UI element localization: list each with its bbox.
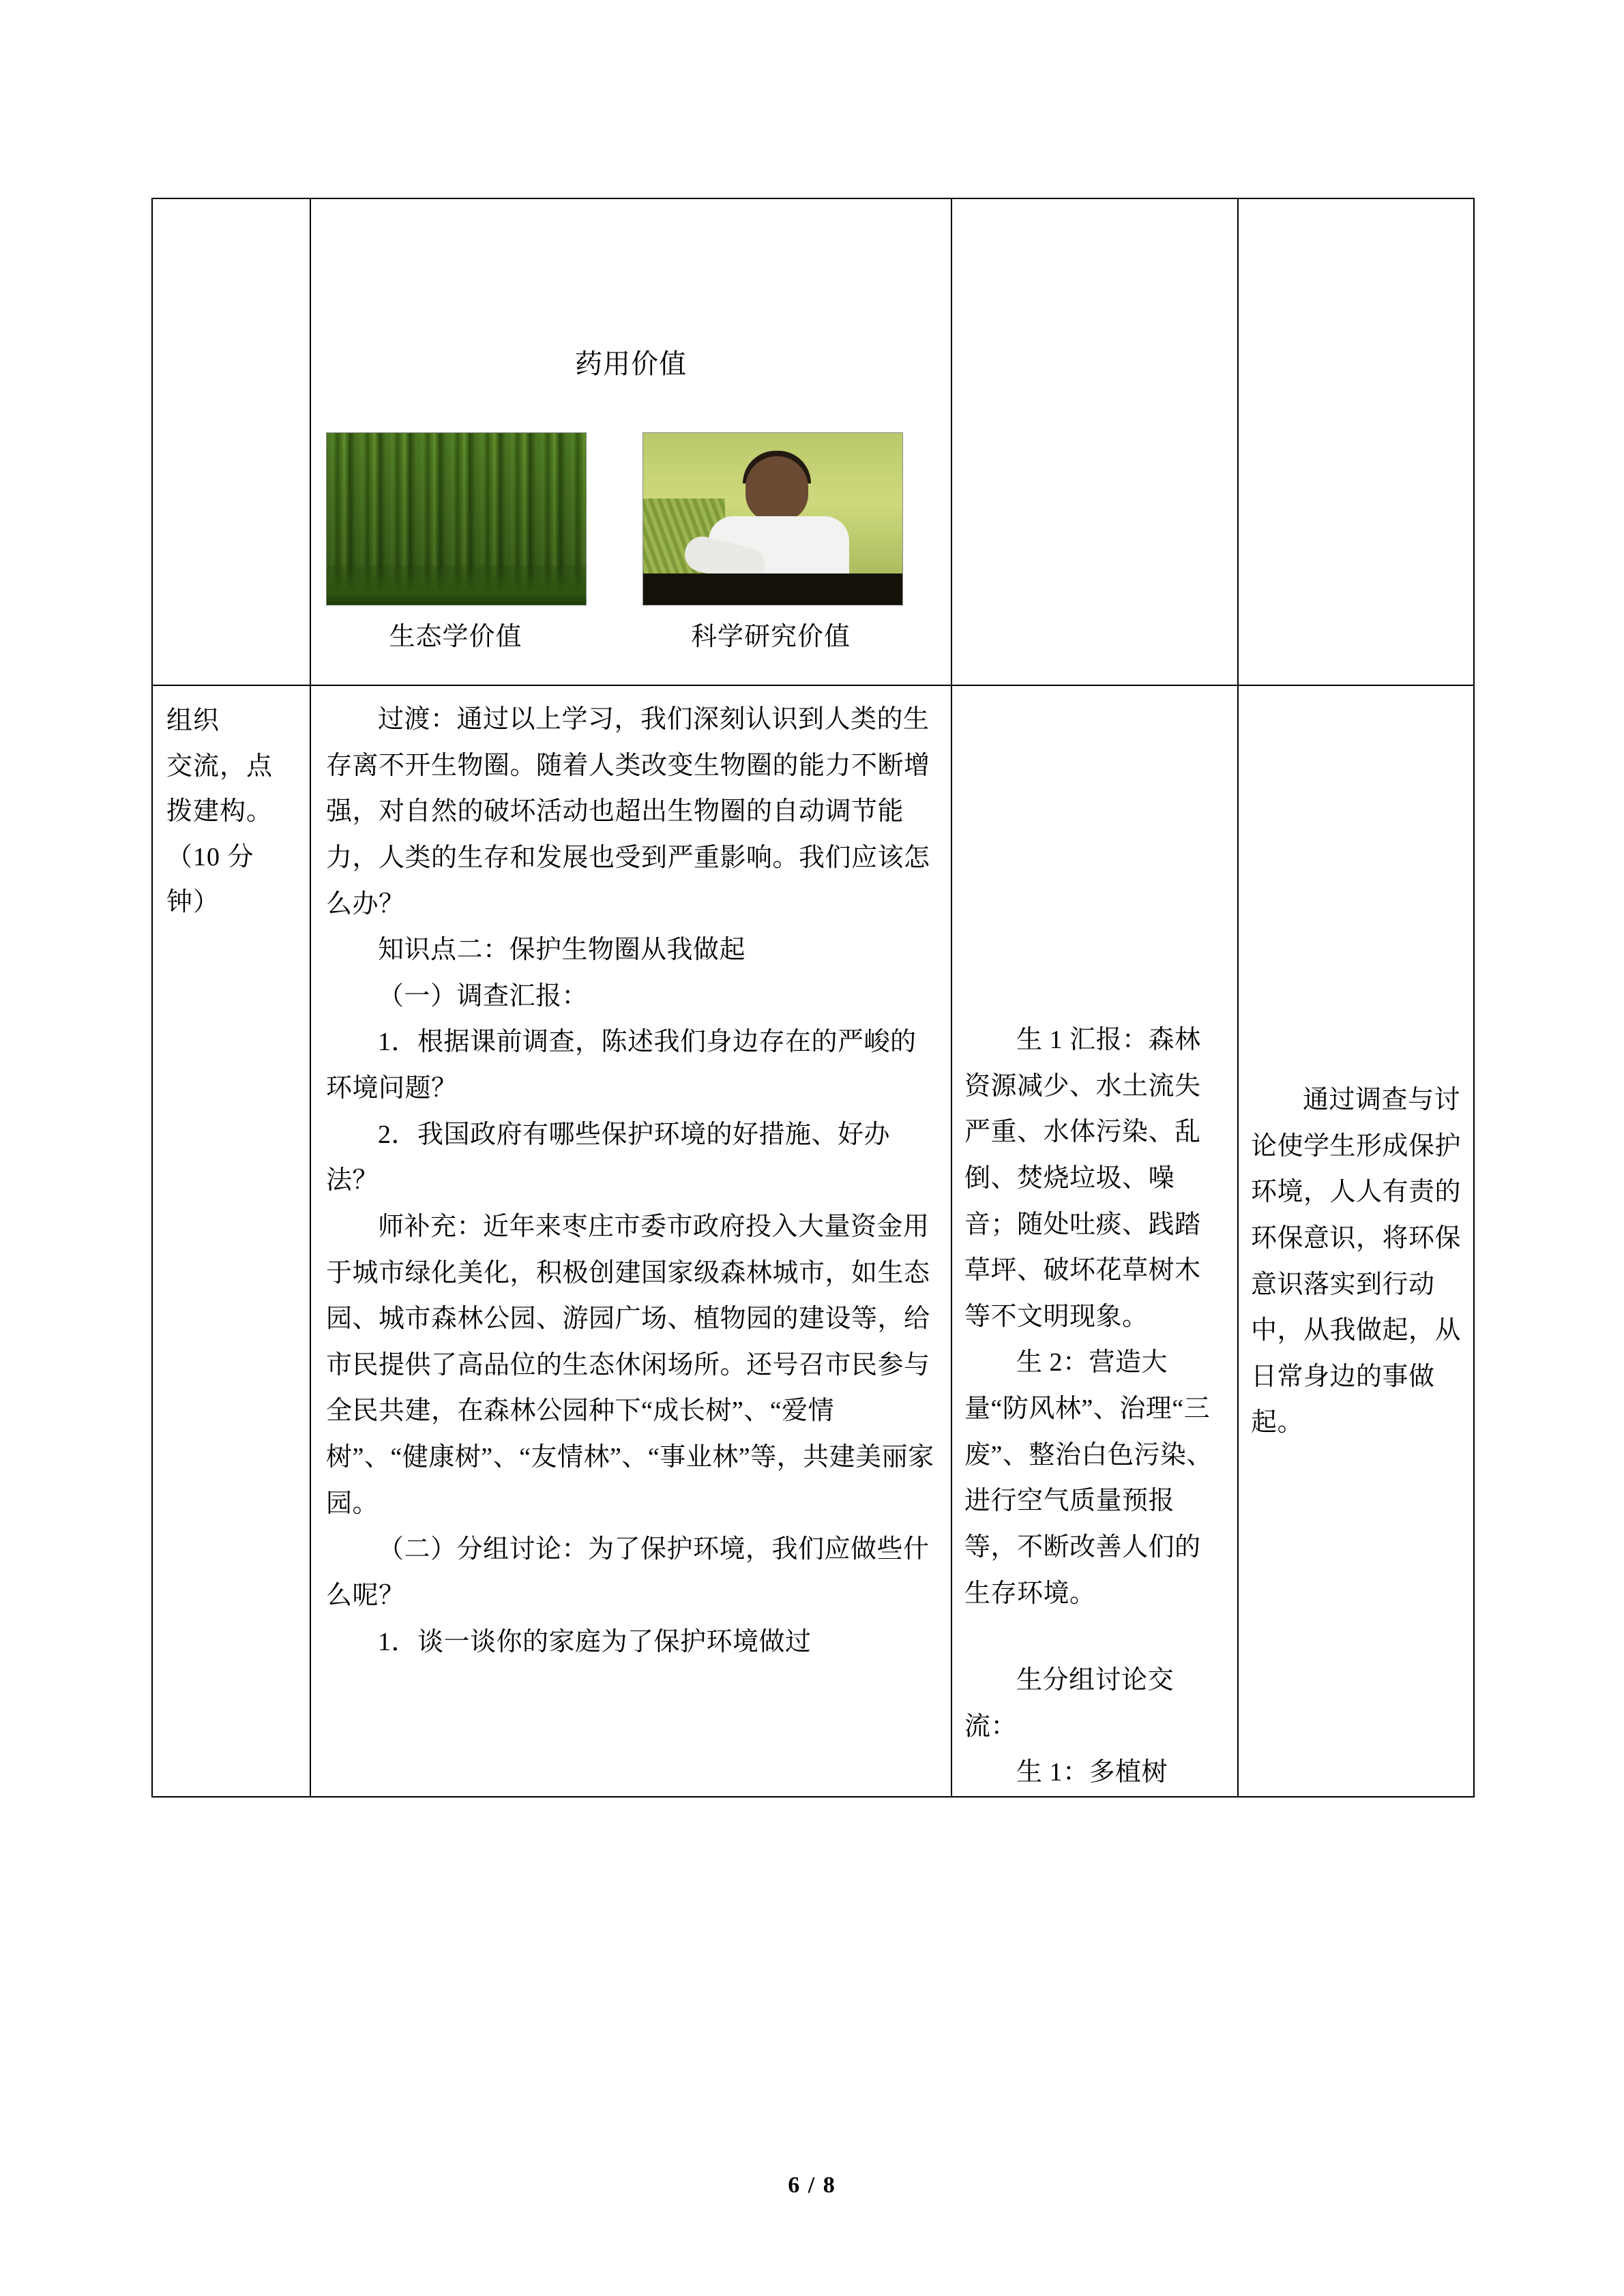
- activity-label-block: [153, 686, 310, 925]
- row1-cell-intent: [1238, 198, 1474, 685]
- paragraph: 过渡：通过以上学习，我们深刻认识到人类的生存离不开生物圈。随着人类改变生物圈的能力不断增强，对自然的破坏活动也超出生物圈的自动调节能力，人类的生存和发展也受到严重影响。我们应该怎么办？: [326, 705, 930, 919]
- paragraph: 2．我国政府有哪些保护环境的好措施、好办法？: [326, 1120, 891, 1195]
- table-row: [152, 198, 1474, 685]
- paragraph: 师补充：近年来枣庄市委市政府投入大量资金用于城市绿化美化，积极创建国家级森林城市，如生态园、城市森林公园、游园广场、植物园的建设等，给市民提供了高品位的生态休闲场所。还号召市民参与全民共建，在森林公园种下“成长树”、“爱情树”、“健康树”、“友情林”、“事业林”等，共建美丽家园。: [326, 1212, 934, 1518]
- lesson-plan-table: [151, 198, 1475, 1798]
- paragraph: 生分组讨论交流：: [964, 1666, 1175, 1741]
- forest-photo-caption: 生态学价值: [389, 623, 522, 651]
- row2-cell-student-response: [951, 685, 1238, 1797]
- row2-cell-activity: [152, 685, 310, 1797]
- activity-line: 组织: [166, 706, 220, 735]
- design-intent-block: [1239, 1077, 1473, 1446]
- paragraph: 生 2：营造大量“防风林”、治理“三废”、整治白色污染、进行空气质量预报等，不断改善人们的生存环境。: [964, 1348, 1213, 1608]
- scientist-photo: [643, 432, 903, 606]
- forest-photo: [326, 432, 587, 606]
- image-caption-row: [311, 615, 951, 653]
- paragraph: 1．谈一谈你的家庭为了保护环境做过: [378, 1627, 812, 1656]
- paragraph: （一）调查汇报：: [378, 981, 589, 1011]
- activity-line: 拨建构。: [166, 797, 274, 826]
- paragraph: 知识点二：保护生物圈从我做起: [378, 936, 746, 965]
- row1-cell-media: [310, 198, 951, 685]
- teaching-content-block: [311, 686, 951, 1679]
- paragraph: 生 1：多植树: [1016, 1758, 1168, 1787]
- table-row: [152, 685, 1474, 1797]
- row2-cell-teaching-content: [310, 685, 951, 1797]
- paragraph: （二）分组讨论：为了保护环境，我们应做些什么呢？: [326, 1535, 930, 1610]
- activity-line: 钟）: [166, 888, 220, 916]
- paragraph: 生 1 汇报：森林资源减少、水土流失严重、水体污染、乱倒、焚烧垃圾、噪音；随处吐痰、践踏草坪、破坏花草树木等不文明现象。: [964, 1026, 1201, 1331]
- media-caption-top: 药用价值: [575, 348, 687, 379]
- paragraph: 通过调查与讨论使学生形成保护环境，人人有责的环保意识，将环保意识落实到行动中，从我做起，从日常身边的事做起。: [1251, 1086, 1462, 1437]
- row1-cell-activity: [152, 198, 310, 685]
- activity-line: （10 分: [166, 842, 254, 871]
- row1-cell-student: [951, 198, 1238, 685]
- student-response-block: [952, 1017, 1237, 1796]
- spacer: [952, 686, 1237, 1017]
- row2-cell-design-intent: [1238, 685, 1474, 1797]
- spacer: [1239, 686, 1473, 1077]
- scientist-photo-caption: 科学研究价值: [690, 623, 851, 651]
- image-row: [311, 432, 951, 606]
- paragraph: 1．根据课前调查，陈述我们身边存在的严峻的环境问题？: [326, 1028, 917, 1103]
- page-footer: 6 / 8: [788, 2173, 836, 2198]
- activity-line: 交流，点: [166, 751, 274, 781]
